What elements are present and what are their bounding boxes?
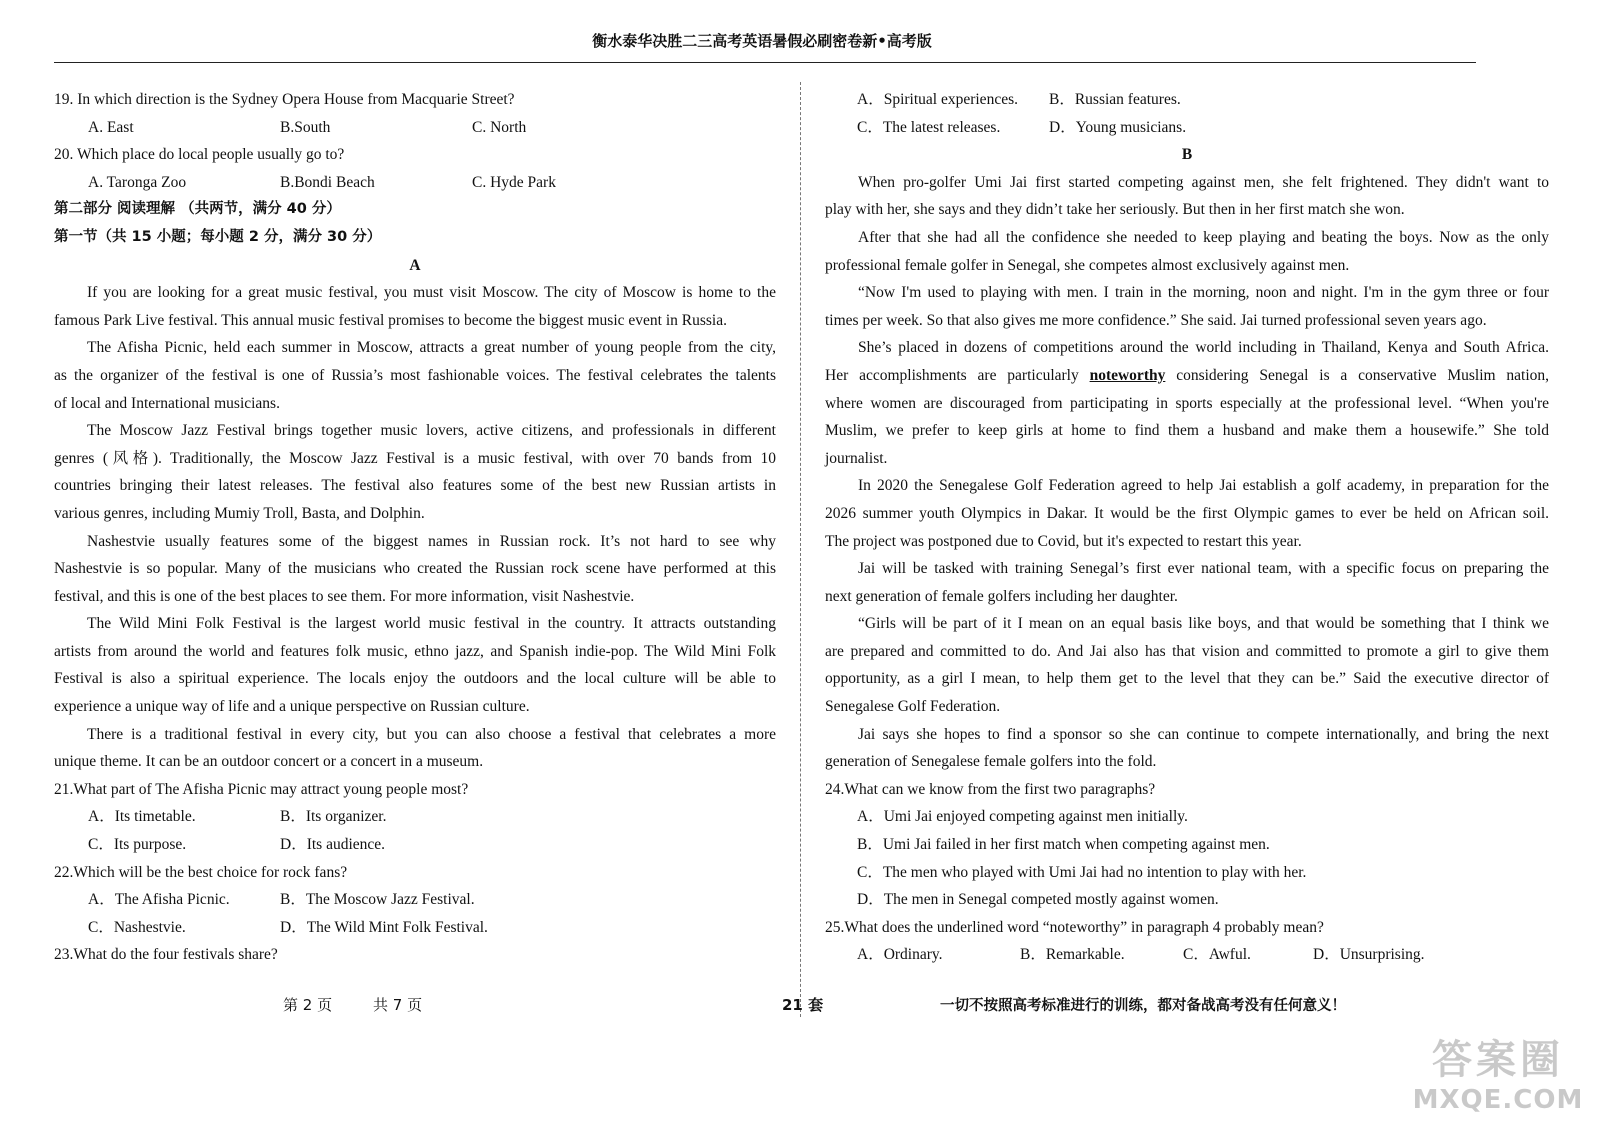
header-rule [54, 62, 1476, 63]
watermark-url: MXQE.COM [1412, 1085, 1584, 1115]
passage-line: various genres, including Mumiy Troll, Basta, and Dolphin. [54, 504, 425, 522]
question-19-options [54, 114, 776, 142]
option-c: C．Awful. [1183, 946, 1251, 964]
question-21-stem: 21.What part of The Afisha Picnic may attract young people most? [54, 780, 469, 798]
footer-page-number: 第 2 页 [283, 996, 333, 1014]
passage-line: famous Park Live festival. This annual music festival promises to become the biggest music event in Russia. [54, 311, 727, 329]
watermark-logo [1408, 1035, 1588, 1125]
passage-line: professional female golfer in Senegal, she competes almost exclusively against men. [825, 256, 1350, 274]
passage-line: When pro-golfer Umi Jai first started competing against men, she felt frightened. They didn't want to [858, 173, 1549, 191]
question-24-option-b: B．Umi Jai failed in her first match when competing against men. [857, 836, 1270, 854]
passage-line: genres (风格). Traditionally, the Moscow Jazz Festival is a music festival, with over 70 bands from 10 [54, 449, 776, 467]
watermark-text: 答案圈 [1432, 1037, 1564, 1083]
text-segment: considering Senegal is a conservative Muslim nation, [1176, 366, 1550, 384]
text-segment: Her accomplishments are particularly [825, 366, 1079, 384]
question-19-stem: 19. In which direction is the Sydney Opera House from Macquarie Street? [54, 91, 515, 108]
left-column [54, 86, 776, 969]
passage-line: journalist. [825, 449, 888, 467]
passage-line: play with her, she says and they didn’t take her seriously. But then in her first match she won. [825, 201, 1405, 219]
passage-line: In 2020 the Senegalese Golf Federation agreed to help Jai establish a golf academy, in preparation for the [858, 477, 1549, 495]
option-b: B．Its organizer. [280, 808, 387, 826]
option-c: C．The latest releases. [857, 118, 1001, 136]
question-21-options-cd [54, 831, 776, 859]
question-23-options-ab [825, 86, 1549, 114]
underlined-word-noteworthy: noteworthy [1089, 366, 1166, 384]
passage-line: Muslim, we prefer to keep girls at home to find them a husband and make them a housewife.” She told [825, 422, 1549, 440]
passage-line: The Afisha Picnic, held each summer in Moscow, attracts a great number of young people from the city, [87, 339, 776, 357]
passage-a-title: A [409, 256, 421, 274]
option-c: C. Hyde Park [472, 173, 556, 191]
question-24-option-d: D．The men in Senegal competed mostly against women. [857, 891, 1219, 909]
option-b: B.South [280, 118, 331, 136]
option-c: C. North [472, 118, 527, 136]
passage-line: Festival is also a spiritual experience. The locals enjoy the outdoors and the local culture will be able to [54, 670, 776, 688]
footer-total-pages: 共 7 页 [373, 996, 423, 1014]
passage-line: Jai will be tasked with training Senegal’s first ever national team, with a specific focus on preparing the [858, 560, 1549, 578]
question-22-options-cd [54, 914, 776, 942]
option-d: D．Its audience. [280, 836, 386, 854]
question-20-stem: 20. Which place do local people usually go to? [54, 146, 345, 164]
question-24-option-a: A．Umi Jai enjoyed competing against men initially. [857, 808, 1188, 826]
passage-line: After that she had all the confidence she needed to keep playing and beating the boys. Now as the only [858, 228, 1549, 246]
passage-line: “Girls will be part of it I mean on an equal basis like boys, and that would be something that I think we [858, 615, 1549, 633]
option-a: A．Ordinary. [857, 946, 943, 964]
passage-line: unique theme. It can be an outdoor concert or a concert in a museum. [54, 753, 484, 771]
question-22-stem: 22.Which will be the best choice for rock fans? [54, 863, 348, 881]
section1-heading: 第一节（共 15 小题；每小题 2 分，满分 30 分） [54, 228, 382, 245]
passage-line: Senegalese Golf Federation. [825, 698, 1001, 716]
passage-line: The project was postponed due to Covid, but it's expected to restart this year. [825, 532, 1302, 550]
option-c: C．Nashestvie. [88, 918, 186, 936]
option-d: D．Young musicians. [1049, 118, 1187, 136]
question-23-options-cd [825, 114, 1549, 142]
passage-line: countries bringing their latest releases. The festival also features some of the best new Russian artists in [54, 477, 776, 495]
option-a: A．Spiritual experiences. [857, 91, 1018, 108]
question-21-options-ab [54, 803, 776, 831]
option-b: B．The Moscow Jazz Festival. [280, 891, 475, 909]
passage-line: are prepared and committed to do. And Jai also has that vision and committed to promote a girl to give them [825, 642, 1549, 660]
footer-slogan: 一切不按照高考标准进行的训练，都对备战高考没有任何意义！ [940, 998, 1346, 1014]
option-a: A. East [88, 118, 134, 136]
option-a: A．The Afisha Picnic. [88, 891, 230, 909]
option-d: D．Unsurprising. [1313, 946, 1425, 964]
passage-line: artists from around the world and features folk music, ethno jazz, and Spanish indie-pop. The Wild Mini Folk [54, 642, 776, 660]
option-a: A. Taronga Zoo [88, 173, 187, 191]
question-24-option-c: C．The men who played with Umi Jai had no intention to play with her. [857, 863, 1307, 881]
passage-line: of local and International musicians. [54, 394, 280, 412]
question-23-stem: 23.What do the four festivals share? [54, 946, 278, 964]
passage-line: experience a unique way of life and a unique perspective on Russian culture. [54, 698, 530, 716]
part2-heading: 第二部分 阅读理解 （共两节，满分 40 分） [54, 201, 341, 218]
option-b: B.Bondi Beach [280, 173, 375, 191]
passage-line: “Now I'm used to playing with men. I train in the morning, noon and night. I'm in the gym three or four [858, 284, 1549, 302]
passage-line: times per week. So that also gives me more confidence.” She said. Jai turned professional seven years ago. [825, 311, 1487, 329]
passage-line: Jai says she hopes to find a sponsor so she can continue to compete internationally, and bring the next [858, 725, 1549, 743]
option-c: C．Its purpose. [88, 836, 187, 854]
question-24-stem: 24.What can we know from the first two paragraphs? [825, 780, 1156, 798]
passage-b-title: B [1181, 146, 1193, 164]
passage-line: The Moscow Jazz Festival brings together music lovers, active citizens, and professionals in different [87, 422, 776, 440]
question-20-options [54, 169, 776, 197]
passage-line-with-underline [825, 362, 1549, 390]
passage-line: The Wild Mini Folk Festival is the largest world music festival in the country. It attracts outstanding [87, 615, 776, 633]
passage-line: There is a traditional festival in every city, but you can also choose a festival that celebrates a more [87, 725, 776, 743]
option-b: B．Remarkable. [1020, 946, 1125, 964]
option-a: A．Its timetable. [88, 808, 196, 826]
question-22-options-ab [54, 886, 776, 914]
passage-line: next generation of female golfers including her daughter. [825, 587, 1178, 605]
passage-line: Nashestvie usually features some of the biggest names in Russian rock. It’s not hard to see why [87, 532, 776, 550]
passage-line: as the organizer of the festival is one of Russia’s most fashionable voices. The festival celebrates the talents [54, 366, 776, 384]
question-25-options [825, 941, 1549, 969]
passage-line: Nashestvie is so popular. Many of the musicians who created the Russian rock scene have performed at this [54, 560, 776, 578]
column-divider [800, 82, 801, 1017]
option-b: B．Russian features. [1049, 91, 1181, 108]
passage-line: If you are looking for a great music festival, you must visit Moscow. The city of Moscow is home to the [87, 284, 776, 302]
passage-line: generation of Senegalese female golfers into the fold. [825, 753, 1157, 771]
question-25-stem: 25.What does the underlined word “noteworthy” in paragraph 4 probably mean? [825, 918, 1324, 936]
footer-set-number: 21 套 [782, 996, 824, 1014]
passage-line: where women are discouraged from participating in sports especially at the professional level. “When you're [825, 394, 1549, 412]
option-d: D．The Wild Mint Folk Festival. [280, 918, 488, 936]
passage-line: 2026 summer youth Olympics in Dakar. It would be the first Olympic games to ever be held on African soil. [825, 504, 1549, 522]
passage-line: festival, and this is one of the best places to see them. For more information, visit Nashestvie. [54, 587, 635, 605]
header-title: 衡水泰华决胜二三高考英语暑假必刷密卷新•高考版 [592, 32, 932, 50]
right-column [825, 86, 1549, 969]
passage-line: opportunity, as a girl I mean, to help them get to the level that they can be.” Said the executive director of [825, 670, 1549, 688]
passage-line: She’s placed in dozens of competitions around the world including in Thailand, Kenya and South Africa. [858, 339, 1549, 357]
